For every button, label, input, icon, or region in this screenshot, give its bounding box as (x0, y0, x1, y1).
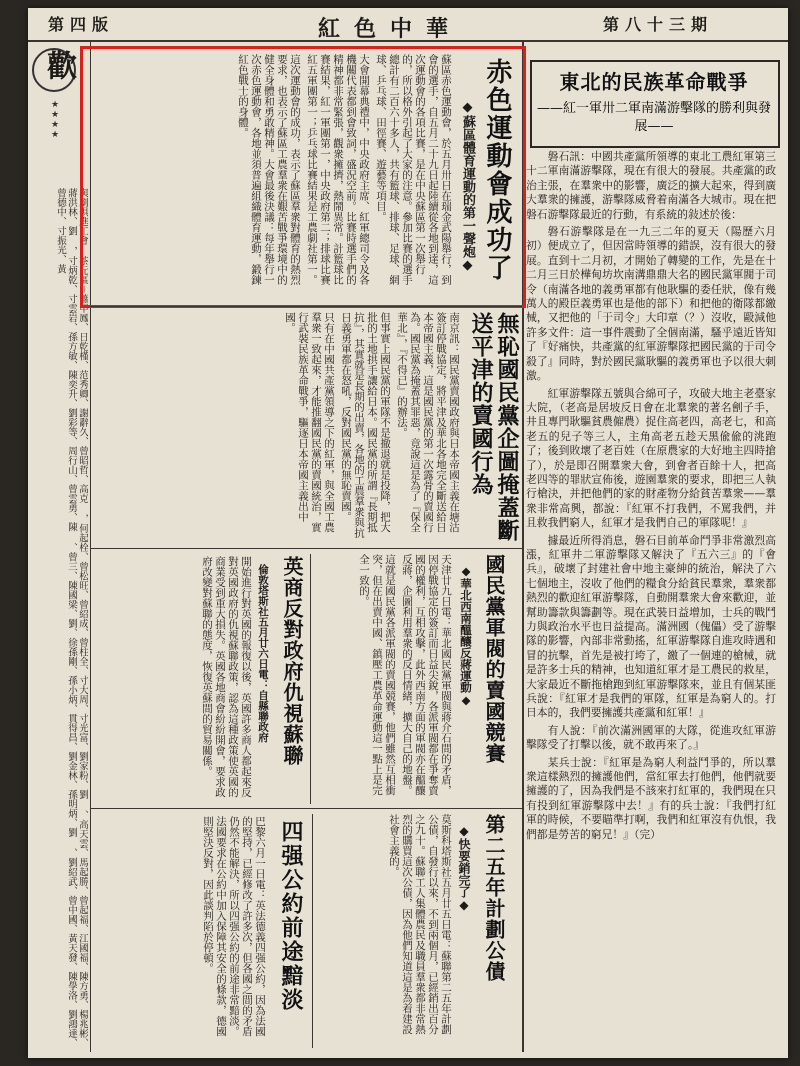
left-line: ，何起栓、曾松旺、曾紹成、曾柱全、寸大周、寸光富、劉家粉、劉 (77, 514, 88, 799)
kmt-paragraph: 南京訊：國民黨賣國政府與日本帝國主義在塘沽簽訂停戰協定，將平津及華北各地完全斷送給日本帝國主義，這是國民黨的第一次露骨的賣國行為。國民黨為掩蓋其罪惡，竟說這是為了『保全華北』，『不得已』的辦法。 (396, 312, 460, 533)
left-line: 茶元區＝蕭甲鳳、日乾槿、范秀卿、謝辭久、曾昭哲、高克 (77, 256, 88, 503)
four-body (94, 816, 266, 1050)
bonds-body (318, 814, 452, 1050)
warlords-body (314, 554, 452, 806)
bonds-subtitle: ◆快要銷完了◆ (457, 824, 471, 912)
ne-paragraph: 紅軍游擊隊五號與合綿可子，攻破大地主老臺家大院，（老高是居坡反日會在北羣衆的著名劊子手，井且專門耿驅貧農僱農）捉住高老四，高老七，和高老五的兒子等三人，主角高老五趁天黑偸偸的洮跑了；後到敗壞了老百姓（在原農家的大好地主四時搶了），於是即召開羣衆大會，到會者百餘十人，把高老四等的罪狀宣佈後，遊園羣衆的要求，即把三人執行槍決，并把他們的家的財產物分給貧苦羣衆——羣衆非常高興，都說：『紅軍不打我們，不罵我們，并且救我們窮人，紅軍才是我們自己的軍隊呢！』 (526, 386, 776, 530)
bonds-title: 第二五年計劃公債 (482, 814, 506, 982)
kmt-paragraph: 只有在中國共產黨領導之下的紅軍，與全國工農羣衆一致起來，才能推翻國民黨的賣國統治，實行武裝民族革命戰爭，驅逐日本帝國主義出中國。 (284, 312, 335, 533)
british-title: 英商反對政府仇視蘇聯 (280, 556, 304, 766)
section-divider (90, 808, 522, 809)
ne-subtitle: ——紅一軍卅二軍南滿游擊隊的勝利與發展—— (536, 101, 771, 134)
ne-paragraph: 據最近所得消息，磐石目前革命鬥爭非常激烈高漲，紅軍井二軍游擊隊又解決了『五六三』的『會兵』，破壞了封建社會中地主豪紳的統治，解決了六七個地主，沒收了他們的糧食分給貧民羣衆，羣衆都熱烈的歡迎紅軍游擊隊，自動開羣衆大會來歡迎，並幫助籌款與籌劃等。現在武裝日益增加，士兵的戰鬥力與政治水平也日益提高。滿洲國（傀儡）受了游擊隊的影響，內部非常動搖，紅軍游擊隊自進攻時遇和冒的抗擊，首先是被打垮了，繳了一個連的槍械，就是許多士兵的精神，也知道紅軍才是工農民的救星，大家最近不斷拖槍跑到紅軍游擊隊來，並且有個某匪兵說：『紅軍才是我們的軍隊，紅軍是為窮人的。打日本的，我們要擁護共產黨和紅軍！』 (526, 533, 776, 720)
section-divider (90, 548, 522, 549)
warlords-title: 國民黨軍閥的賣國競賽 (482, 554, 506, 764)
four-text (201, 816, 266, 1044)
left-line: 與劇俱進工會 (77, 188, 88, 245)
edition-number: 第八十三期 (603, 15, 714, 34)
left-line: 、高天雲、馬起勝、曾起福、江國福、陳方勇、楊兆彬、蔣洪林、劉 (66, 188, 88, 1048)
warlords-text (357, 554, 452, 802)
ne-paragraph: 某兵士說：『紅軍是為窮人利益鬥爭的，所以羣衆這樣熱烈的擁護他們，當紅軍去打他們，他們就要擁護的了，因為我們是不該來打紅軍的，我們現在只有投到紅軍游擊隊中去！』有的兵士說：『我們打紅軍的時候，不要瞄準打啊，我們和紅軍沒有仇恨，我們都是勞苦的窮兄！』（完） (526, 755, 776, 841)
ne-paragraph: 磐石游擊隊是在一九三二年的夏天（陽歷六月初）便成立了，但因當時領導的錯誤，沒有很大的發展。直到十二月初，才開始了轉變的工作，先是在十二月三日於樺甸坊坎南溝鼎鼎大名的國民黨軍閥于司令（南滿各地的義勇軍都有他耿驅的委任狀，像有幾萬人的殿臣義勇軍也是他的部下）和把他的衛隊都繳械，又把他的「于司令」大印章（？）沒收，毆減他許多文件：這一事件震動了全個南滿，騷乎遠近皆知了『好痛快，共產黨的紅軍游擊隊把國民黨的于司令殺了』同時，對於國民黨耿驅的義勇軍也予以很大刺激。 (526, 225, 776, 383)
column-divider (312, 814, 313, 1048)
stars: ★★★★ (50, 100, 60, 140)
ne-body (526, 150, 776, 1044)
british-subtitle: 倫敦塔斯社五月廿六日電：自縣聯政府 (257, 564, 269, 743)
kmt-text (283, 312, 460, 540)
warlords-paragraph: 這就是國民黨各派軍閥的賣國競賽，他們雖然互相衝突，但在出賣中國、鎮壓工農革命運動這一點上是完全一致的。 (358, 554, 396, 796)
sports-paragraph: 大會開幕典禮中，中央政府主席、紅軍總司令及各機關代表都到會致詞，盛況空前。比賽時選手們的精神都非常緊張，觀衆擁擠，熱鬧異常。計籃球比賽結果，紅一軍團第一，中央政府第二；排球比賽紅五軍團第一；乒乓球比賽結果是工農劇社第一。 (306, 54, 370, 285)
kmt-paragraph: 但事實上國民黨的軍隊不是撤退就是投降，把大批的土地拱手讓給日本。國民黨的所謂『長期抵抗』，其實就是長期的出賣，各地的工農羣衆與抗日義勇軍都在怒吼，反對國民黨的無恥賣國。 (340, 312, 391, 538)
sports-paragraph: 蘇區赤色運動會，於五月卅日在瑞金武陽舉行，到會的選手，自五月二十九日起陸續從各地到達，這次運動會的各項比賽，是在中央蘇區第一次舉行的，所以格外引起了大家的注意。參加比賽的選手總計有二百六十多人，共有籃球、排球、足球、網球、乒乓球、田徑賽、遊藝等項目。 (375, 54, 452, 285)
sports-subtitle: ◆蘇區體育運動的第一聲炮◆ (460, 100, 475, 273)
sports-title: 赤色運動會成功了 (482, 58, 512, 282)
ne-paragraph: 有人說：『前次滿洲國軍的大隊，從進攻紅軍游擊隊受了打擊以後，就不敢再來了。』 (526, 723, 776, 752)
page-number: 第四版 (48, 15, 115, 34)
ne-title: 東北的民族革命戰爭 (559, 70, 749, 94)
left-line: 、劉紹武、曾中國、黃天發、陳學洛、劉鴻達、曾德中、寸振光、黃 (55, 188, 77, 1048)
section-divider (90, 306, 522, 307)
left-line: ，寸炳乾、寸雲岩、孫方敏、陳奕升、劉彩等、周行山、曾雲勇、陳 (66, 246, 77, 532)
paper-name: 紅色中華 (318, 16, 463, 42)
sports-body (90, 54, 452, 294)
four-paragraph: 巴黎六月一日電：英法德義四强公約，因為法國的堅持，已經修改了許多次，但各國之間的矛盾仍然不能解決，所以四强公約的前途非常黯淡。法國要求在公約中加入保障其安全的條款，德國則堅決反對，因此談判陷於停頓。 (202, 816, 266, 1037)
bonds-text (387, 814, 452, 1044)
kmt-title: 無恥國民黨企圖掩蓋斷送平津的賣國行為 (468, 312, 520, 542)
british-body (94, 556, 252, 804)
british-text (200, 556, 252, 800)
masthead (28, 8, 788, 42)
left-line: 、曾三、陳國梁、劉、徐孫剛、孫小炳、貫得昌、劉金林、孫明炳、劉 (66, 542, 77, 837)
sports-paragraph: 這次運動會的成功，表示了蘇區羣衆對體育的熱烈要求，也表示了蘇區工農羣衆在艱苦戰爭環境中的健全身體和勇敢精神。大會最後決議：每年舉行一次赤色運動會，各地並須普遍組織體育運動，鍛鍊紅色戰士的身體。 (237, 54, 301, 285)
left-feature-title: 歡 (41, 50, 76, 80)
kmt-body (90, 312, 460, 544)
ne-paragraph: 磐石訊：中國共產黨所領導的東北工農紅軍第三十二軍南滿游擊隊，現在有很大的發展。共產黨的政治主張，在羣衆中的影響，廣泛的擴大起來，得到廣大羣衆的擁護，游擊隊威脅着南滿各大城市。現在把磐石游擊隊最近的行動，有系統的敍述於後： (526, 150, 776, 221)
newspaper-page (28, 8, 788, 1058)
left-feature-lines (55, 188, 88, 1048)
column-divider (310, 554, 311, 804)
left-feature-body (32, 188, 88, 1058)
sports-text (236, 54, 452, 290)
british-paragraph: 開始進行對英國的報復以後，英國許多商人都起來反對英國政府的仇視蘇聯政策，認為這種政策使英國的商業受到重大損失。英國各地商會紛紛開會，要求政府改變對蘇聯的態度，恢復英蘇間的貿易關係。 (201, 556, 252, 798)
warlords-paragraph: 天津廿九日電：華北國民黨軍閥與蔣介石間的矛盾，因停戰協定的簽訂而日益尖銳，各派軍閥都在爭奪賣國的權利，互相攻擊，此外西南方面的軍閥亦在醞釀反蔣，企圖利用羣衆的反日情緒，擴大自己的地盤。 (401, 554, 452, 796)
bonds-paragraph: 莫斯科塔斯社五月廿五日電：蘇聯第二五年計劃公債，自發行以來，不到兩個月，已經銷出百分之九十。蘇聯工人集體農民及職員羣衆都非常熱烈的購買這次公債，因為他們知道這是為着建設社會主義的。 (388, 814, 452, 1035)
four-title: 四强公約前途黯淡 (278, 820, 304, 1012)
warlords-subtitle: ◆華北西南醞釀反蔣運動◆ (459, 564, 473, 707)
